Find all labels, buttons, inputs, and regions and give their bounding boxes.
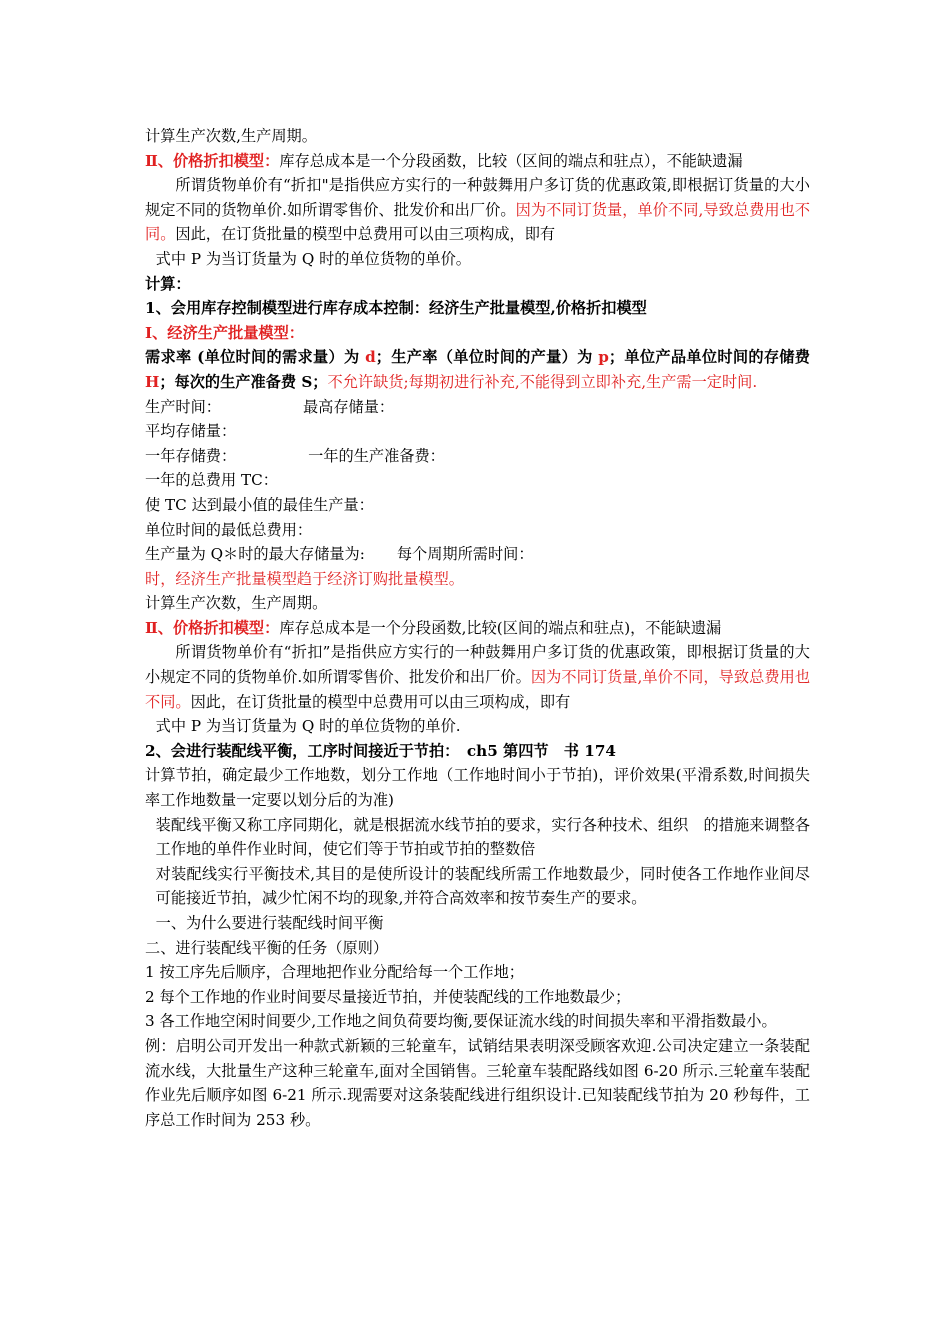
- text-span: 一年的生产准备费：: [308, 446, 445, 465]
- paragraph: 平均存储量：: [145, 422, 237, 441]
- paragraph: 装配线平衡又称工序同期化，就是根据流水线节拍的要求，实行各种技术、组织 的措施来调整各工作地的单件作业时间，使它们等于节拍或节拍的整数倍: [155, 815, 810, 859]
- document-body: [145, 124, 810, 1132]
- paragraph-heading: 2、会进行装配线平衡，工序时间接近于节拍： ch5 第四节 书 174: [145, 741, 616, 760]
- text-span: ；单位产品单位时间的存储费: [608, 348, 810, 367]
- text-span: 每个周期所需时间：: [396, 545, 534, 564]
- list-item: 2 每个工作地的作业时间要尽量接近节拍，并使装配线的工作地数最少；: [145, 987, 631, 1006]
- variable-text: p: [598, 348, 609, 367]
- paragraph: [145, 173, 810, 247]
- paragraph: [145, 616, 810, 641]
- list-item: 1 按工序先后顺序，合理地把作业分配给每一个工作地；: [145, 963, 524, 982]
- variable-text: d: [365, 348, 376, 367]
- text-span: ；每次的生产准备费 S；: [159, 372, 328, 391]
- highlight-text: 因为不同订货量，单价不同,导致总费用也不同。: [145, 200, 811, 244]
- section-heading: Ⅰ、经济生产批量模型：: [145, 323, 304, 342]
- text-span: 因此，在订货批量的模型中总费用可以由三项构成，即有: [190, 692, 571, 711]
- paragraph: [145, 542, 810, 567]
- section-heading: Ⅱ、价格折扣模型：: [145, 151, 280, 170]
- text-span: 库存总成本是一个分段函数,比较(区间的端点和驻点)，不能缺遗漏: [279, 618, 722, 637]
- paragraph: 一、为什么要进行装配线时间平衡: [155, 914, 384, 932]
- paragraph: [145, 640, 810, 714]
- text-span: 因此，在订货批量的模型中总费用可以由三项构成，即有: [175, 225, 556, 244]
- text-span: 生产量为 Q＊时的最大存储量为:: [145, 545, 365, 564]
- text-span: 一年存储费：: [145, 446, 237, 465]
- section-heading: Ⅱ、价格折扣模型：: [145, 618, 280, 637]
- text-span: 所谓货物单价有“折扣”是指供应方实行的一种鼓舞用户多订货的优惠政策，即根据订货量的大小规定不同的货物单价.如所谓零售价、批发价和出厂价。: [145, 643, 810, 687]
- paragraph: [145, 345, 810, 394]
- text-span: ；生产率（单位时间的产量）为: [375, 348, 599, 367]
- paragraph: 对装配线实行平衡技术,其目的是使所设计的装配线所需工作地数最少，同时使各工作地作业间尽可能接近节拍，减少忙闲不均的现象,并符合高效率和按节奏生产的要求。: [155, 864, 810, 908]
- paragraph: 例：启明公司开发出一种款式新颖的三轮童车，试销结果表明深受顾客欢迎.公司决定建立一条装配流水线，大批量生产这种三轮童车,面对全国销售。三轮童车装配路线如图 6-20 所示.三轮童车装配作业先后顺序如图 6-21 所示.现需要对这条装配线进行组织设计.已知装配线节拍为 20 秒每件，工序总工作时间为 253 秒。: [145, 1036, 810, 1129]
- paragraph: [145, 444, 810, 469]
- paragraph: 计算生产次数，生产周期。: [145, 594, 328, 613]
- paragraph-heading: 计算：: [145, 274, 191, 293]
- highlight-text: 因为不同订货量,单价不同，导致总费用也不同。: [145, 668, 811, 711]
- paragraph: 单位时间的最低总费用：: [145, 520, 313, 539]
- paragraph: 一年的总费用 TC：: [145, 471, 278, 490]
- paragraph: 式中 P 为当订货量为 Q 时的单位货物的单价.: [155, 717, 461, 736]
- paragraph: [145, 149, 810, 174]
- paragraph: 式中 P 为当订货量为 Q 时的单位货物的单价。: [155, 249, 471, 268]
- paragraph: 计算节拍，确定最少工作地数，划分工作地（工作地时间小于节拍)，评价效果(平滑系数,时间损失率工作地数量一定要以划分后的为准): [145, 766, 810, 810]
- highlight-text: 时，经济生产批量模型趋于经济订购批量模型。: [145, 569, 464, 588]
- paragraph-heading: 1、会用库存控制模型进行库存成本控制：经济生产批量模型,价格折扣模型: [145, 299, 647, 318]
- text-span: 所谓货物单价有“折扣"是指供应方实行的一种鼓舞用户多订货的优惠政策,即根据订货量的大小规定不同的货物单价.如所谓零售价、批发价和出厂价。: [145, 176, 810, 219]
- text-span: 最高存储量：: [302, 397, 395, 416]
- highlight-text: 不允许缺货;每期初进行补充,不能得到立即补充,生产需一定时间.: [327, 372, 758, 391]
- paragraph: 二、进行装配线平衡的任务（原则）: [145, 938, 388, 957]
- list-item: 3 各工作地空闲时间要少,工作地之间负荷要均衡,要保证流水线的时间损失率和平滑指数最小。: [145, 1012, 777, 1031]
- paragraph: 计算生产次数,生产周期。: [145, 127, 317, 145]
- text-span: 生产时间：: [145, 397, 221, 416]
- paragraph: [145, 395, 810, 420]
- text-span: 需求率 (单位时间的需求量）为: [145, 348, 366, 367]
- paragraph: 使 TC 达到最小值的最佳生产量：: [145, 495, 374, 514]
- text-span: 库存总成本是一个分段函数，比较（区间的端点和驻点），不能缺遗漏: [279, 151, 743, 170]
- variable-text: H: [145, 372, 160, 391]
